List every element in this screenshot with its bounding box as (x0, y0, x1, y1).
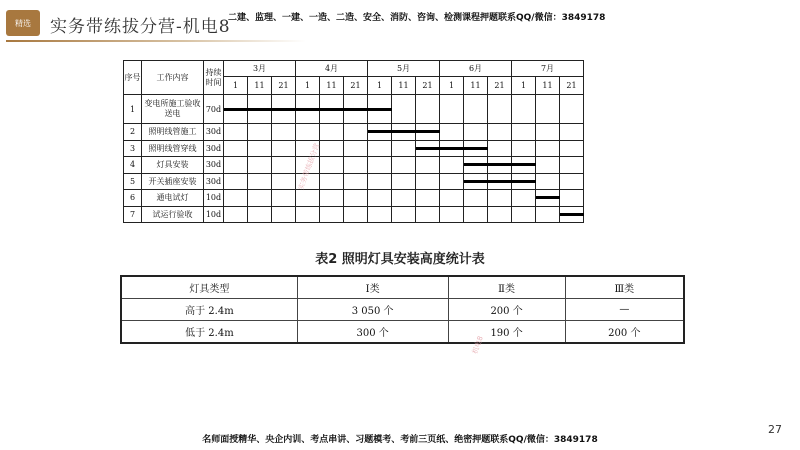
footer-contact-note: 名师面授精华、央企内训、考点串讲、习题模考、考前三页纸、绝密押题联系QQ/微信：3849178 (202, 435, 598, 445)
header-divider (6, 40, 306, 42)
gantt-slot (560, 124, 584, 141)
table-header-row (121, 276, 684, 299)
gantt-slot (440, 206, 464, 223)
gantt-slot (344, 140, 368, 157)
gantt-slot (224, 206, 248, 223)
gantt-slot (440, 173, 464, 190)
gantt-slot (488, 190, 512, 207)
gantt-slot (440, 157, 464, 174)
gantt-slot (440, 95, 464, 124)
table-cell: 高于 2.4m (121, 299, 297, 321)
month-header: 3月 (224, 61, 296, 77)
table-cell: 3 050 个 (297, 299, 448, 321)
gantt-bar (224, 108, 392, 111)
gantt-slot (560, 173, 584, 190)
day-header: 21 (416, 77, 440, 95)
gantt-task: 变电所施工验收送电 (142, 95, 204, 124)
gantt-row (124, 206, 584, 223)
table-cell: 190 个 (448, 321, 565, 344)
contact-note: 二建、监理、一建、一造、二造、安全、消防、咨询、检测课程押题联系QQ/微信：3849178 (228, 13, 606, 23)
gantt-slot (464, 95, 488, 124)
gantt-slot (224, 140, 248, 157)
gantt-slot (248, 173, 272, 190)
gantt-slot (392, 190, 416, 207)
day-header: 11 (536, 77, 560, 95)
gantt-row (124, 190, 584, 207)
table-header-cell: 灯具类型 (121, 276, 297, 299)
month-header: 6月 (440, 61, 512, 77)
watermark-text: 实务带练拔分营 (296, 142, 322, 192)
gantt-task: 照明线管穿线 (142, 140, 204, 157)
day-header: 1 (440, 77, 464, 95)
gantt-seq: 3 (124, 140, 142, 157)
day-header: 21 (560, 77, 584, 95)
day-header: 1 (224, 77, 248, 95)
gantt-row (124, 124, 584, 141)
gantt-slot (248, 206, 272, 223)
gantt-slot (368, 157, 392, 174)
gantt-slot (272, 206, 296, 223)
month-header: 5月 (368, 61, 440, 77)
gantt-slot (392, 95, 416, 124)
gantt-bar (464, 180, 536, 183)
day-header: 1 (296, 77, 320, 95)
gantt-slot (440, 190, 464, 207)
gantt-duration: 30d (204, 140, 224, 157)
gantt-slot (560, 95, 584, 124)
gantt-task: 开关插座安装 (142, 173, 204, 190)
gantt-task: 照明线管施工 (142, 124, 204, 141)
gantt-slot (224, 157, 248, 174)
day-header: 11 (392, 77, 416, 95)
gantt-slot (392, 140, 416, 157)
gantt-duration: 70d (204, 95, 224, 124)
table2-caption: 表2 照明灯具安装高度统计表 (315, 252, 485, 267)
table-header-cell: Ⅲ类 (565, 276, 684, 299)
gantt-bar (464, 163, 536, 166)
lamp-height-stats-table (120, 275, 685, 344)
table-header-cell: Ⅱ类 (448, 276, 565, 299)
gantt-task: 通电试灯 (142, 190, 204, 207)
gantt-task: 试运行验收 (142, 206, 204, 223)
gantt-slot (536, 124, 560, 141)
day-header: 11 (464, 77, 488, 95)
table-cell: 200 个 (448, 299, 565, 321)
gantt-slot (464, 206, 488, 223)
schedule-gantt-table (123, 60, 584, 223)
gantt-slot (368, 173, 392, 190)
gantt-slot (416, 206, 440, 223)
gantt-slot (272, 190, 296, 207)
gantt-slot (512, 124, 536, 141)
gantt-seq: 1 (124, 95, 142, 124)
day-header: 11 (248, 77, 272, 95)
gantt-slot (272, 157, 296, 174)
gantt-seq: 6 (124, 190, 142, 207)
gantt-slot (512, 95, 536, 124)
gantt-header-seq: 序号 (124, 61, 142, 95)
gantt-slot (248, 190, 272, 207)
gantt-slot (224, 173, 248, 190)
gantt-slot (560, 190, 584, 207)
gantt-slot (320, 190, 344, 207)
gantt-slot (344, 190, 368, 207)
watermark-text: 机电8 (470, 334, 485, 356)
gantt-slot (320, 140, 344, 157)
gantt-bar (560, 213, 584, 216)
gantt-slot (344, 124, 368, 141)
gantt-slot (368, 140, 392, 157)
gantt-slot (344, 206, 368, 223)
gantt-slot (440, 124, 464, 141)
gantt-slot (320, 173, 344, 190)
gantt-task: 灯具安装 (142, 157, 204, 174)
gantt-slot (416, 190, 440, 207)
gantt-duration: 10d (204, 206, 224, 223)
table-cell: 200 个 (565, 321, 684, 344)
gantt-slot (320, 157, 344, 174)
gantt-slot (344, 157, 368, 174)
table-cell: — (565, 299, 684, 321)
gantt-bar (416, 147, 488, 150)
gantt-slot (248, 157, 272, 174)
day-header: 21 (272, 77, 296, 95)
gantt-header-duration: 持续时间 (204, 61, 224, 95)
gantt-slot (320, 124, 344, 141)
gantt-slot (560, 157, 584, 174)
gantt-slot (536, 173, 560, 190)
gantt-slot (536, 206, 560, 223)
gantt-duration: 30d (204, 157, 224, 174)
gantt-slot (224, 124, 248, 141)
gantt-slot (248, 140, 272, 157)
gantt-slot (392, 157, 416, 174)
gantt-duration: 10d (204, 190, 224, 207)
brand-badge: 精选 (6, 10, 40, 36)
table-cell: 300 个 (297, 321, 448, 344)
day-header: 1 (512, 77, 536, 95)
gantt-slot (368, 190, 392, 207)
page-number: 27 (768, 423, 782, 436)
gantt-slot (296, 124, 320, 141)
gantt-slot (392, 206, 416, 223)
gantt-seq: 7 (124, 206, 142, 223)
gantt-slot (320, 206, 344, 223)
day-header: 21 (488, 77, 512, 95)
gantt-slot (272, 173, 296, 190)
gantt-slot (560, 140, 584, 157)
gantt-seq: 4 (124, 157, 142, 174)
gantt-slot (392, 173, 416, 190)
gantt-slot (464, 190, 488, 207)
gantt-slot (296, 206, 320, 223)
gantt-bar (368, 130, 440, 133)
gantt-slot (248, 124, 272, 141)
gantt-seq: 5 (124, 173, 142, 190)
header-bar (0, 0, 800, 46)
day-header: 1 (368, 77, 392, 95)
gantt-header-task: 工作内容 (142, 61, 204, 95)
gantt-slot (416, 173, 440, 190)
gantt-slot (272, 140, 296, 157)
table-row (121, 321, 684, 344)
gantt-slot (296, 190, 320, 207)
gantt-slot (536, 95, 560, 124)
month-header: 7月 (512, 61, 584, 77)
gantt-slot (416, 95, 440, 124)
gantt-slot (488, 206, 512, 223)
month-header: 4月 (296, 61, 368, 77)
gantt-slot (536, 140, 560, 157)
table-cell: 低于 2.4m (121, 321, 297, 344)
gantt-slot (464, 124, 488, 141)
gantt-bar (536, 196, 560, 199)
gantt-seq: 2 (124, 124, 142, 141)
gantt-slot (512, 140, 536, 157)
course-title: 实务带练拔分营-机电8 (50, 17, 231, 37)
table-row (121, 299, 684, 321)
gantt-slot (416, 157, 440, 174)
gantt-slot (272, 124, 296, 141)
gantt-slot (344, 173, 368, 190)
gantt-slot (488, 124, 512, 141)
day-header: 21 (344, 77, 368, 95)
gantt-row (124, 140, 584, 157)
gantt-slot (512, 206, 536, 223)
gantt-slot (512, 190, 536, 207)
gantt-slot (536, 157, 560, 174)
gantt-slot (488, 95, 512, 124)
gantt-duration: 30d (204, 173, 224, 190)
day-header: 11 (320, 77, 344, 95)
gantt-slot (224, 190, 248, 207)
table-header-cell: Ⅰ类 (297, 276, 448, 299)
gantt-slot (488, 140, 512, 157)
gantt-duration: 30d (204, 124, 224, 141)
gantt-slot (368, 206, 392, 223)
